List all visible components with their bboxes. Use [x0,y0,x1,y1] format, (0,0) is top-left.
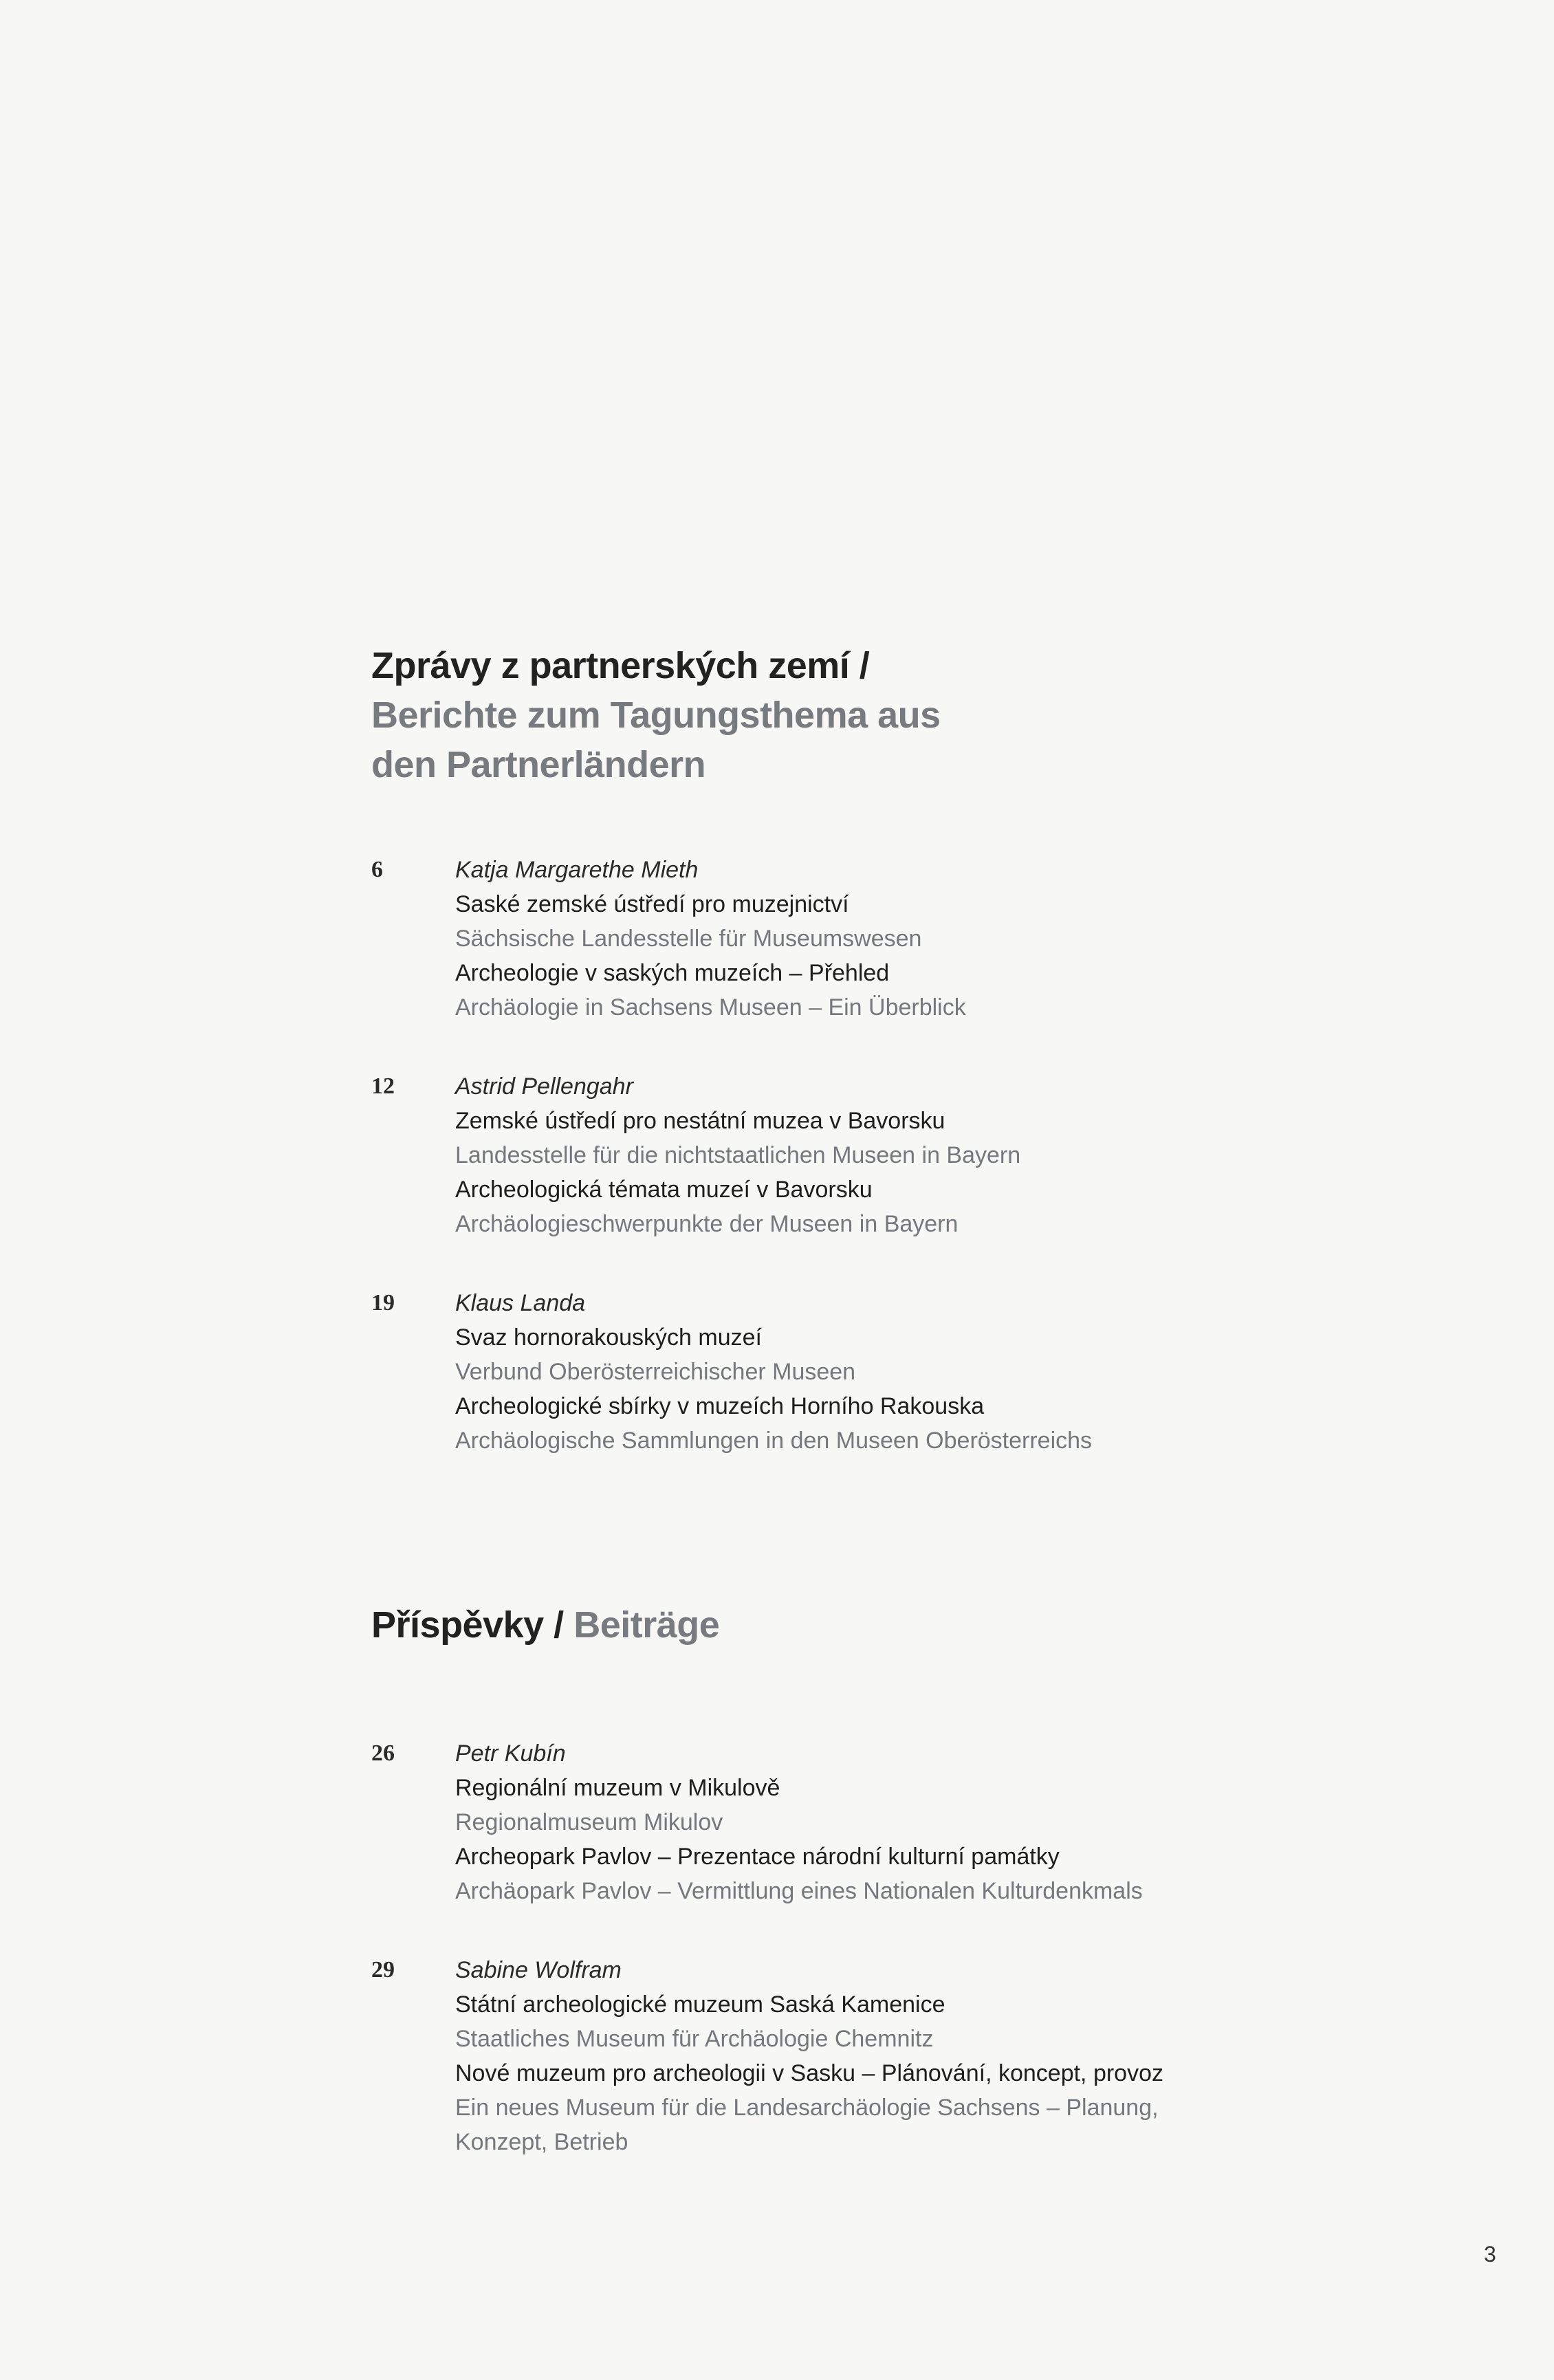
article-title-german: Ein neues Museum für die Landesarchäologie Sachsens – Planung, [455,2095,1159,2121]
author-name: Astrid Pellengahr [455,1073,633,1100]
article-title-czech: Archeologie v saských muzeích – Přehled [455,960,890,986]
page-ref: 26 [371,1740,395,1766]
article-title-german: Archäologische Sammlungen in den Museen Oberösterreichs [455,1428,1093,1454]
article-title-czech: Archeologická témata muzeí v Bavorsku [455,1177,873,1203]
institution-german: Sächsische Landesstelle für Museumswesen [455,926,922,952]
article-title-german: Archäologie in Sachsens Museen – Ein Überblick [455,994,966,1020]
page-number: 3 [1484,2242,1496,2267]
institution-czech: Státní archeologické muzeum Saská Kamenice [455,1991,945,2018]
institution-czech: Zemské ústředí pro nestátní muzea v Bavorsku [455,1108,945,1134]
institution-german: Regionalmuseum Mikulov [455,1809,723,1835]
author-name: Katja Margarethe Mieth [455,857,699,883]
section-heading-reports [371,641,941,789]
article-title-german: Archäopark Pavlov – Vermittlung eines Nationalen Kulturdenkmals [455,1878,1143,1904]
heading-german-line2: den Partnerländern [371,744,706,785]
article-title-czech: Archeopark Pavlov – Prezentace národní kulturní památky [455,1844,1060,1870]
article-title-german: Archäologieschwerpunkte der Museen in Bayern [455,1211,959,1237]
article-title-german-cont: Konzept, Betrieb [455,2129,628,2155]
institution-czech: Saské zemské ústředí pro muzejnictví [455,891,849,917]
heading-czech: Příspěvky / [371,1604,564,1646]
page-ref: 12 [371,1073,395,1099]
institution-czech: Svaz hornorakouských muzeí [455,1324,762,1351]
page-ref: 19 [371,1290,395,1315]
article-title-czech: Archeologické sbírky v muzeích Horního Rakouska [455,1393,985,1419]
author-name: Klaus Landa [455,1290,586,1316]
heading-german-line1: Berichte zum Tagungsthema aus [371,695,941,736]
page-ref: 6 [371,857,383,882]
heading-czech: Zprávy z partnerských zemí / [371,645,870,686]
institution-german: Verbund Oberösterreichischer Museen [455,1359,856,1385]
author-name: Sabine Wolfram [455,1957,622,1983]
institution-german: Staatliches Museum für Archäologie Chemnitz [455,2026,934,2052]
page-ref: 29 [371,1957,395,1983]
institution-czech: Regionální muzeum v Mikulově [455,1775,780,1801]
section-heading-contributions [371,1600,719,1650]
author-name: Petr Kubín [455,1740,566,1767]
institution-german: Landesstelle für die nichtstaatlichen Museen in Bayern [455,1142,1021,1168]
article-title-czech: Nové muzeum pro archeologii v Sasku – Plánování, koncept, provoz [455,2060,1163,2086]
heading-german: Beiträge [573,1604,720,1646]
